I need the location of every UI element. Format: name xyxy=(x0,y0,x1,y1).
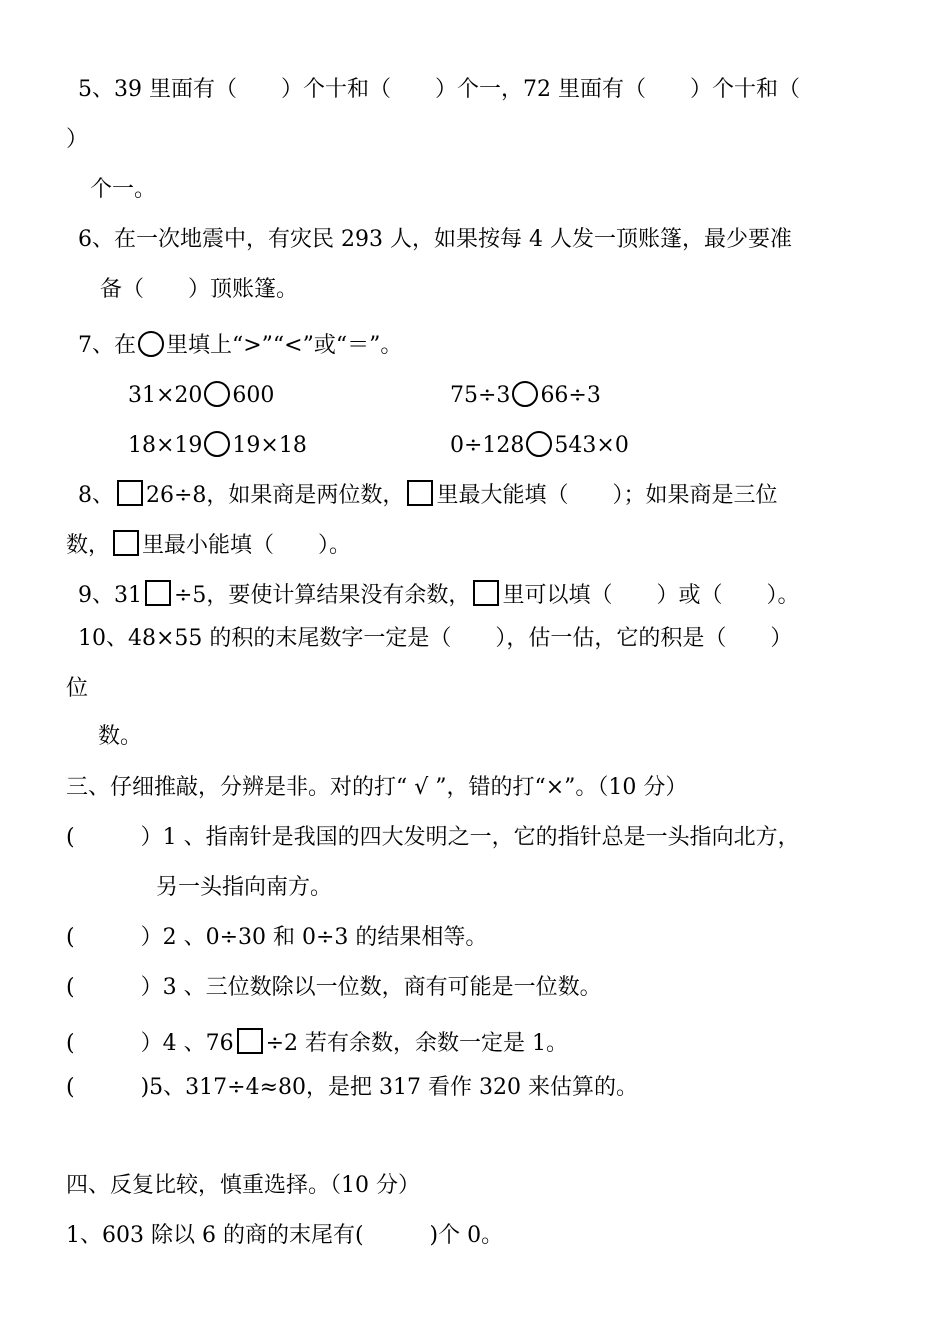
compare-left: 0÷128 xyxy=(450,433,525,458)
question-6-line-2: 备（ ）顶账篷。 xyxy=(100,277,299,302)
q8-text-2: 里最大能填（ ）；如果商是三位 xyxy=(436,483,778,508)
compare-right: 600 xyxy=(232,383,275,408)
compare-left: 75÷3 xyxy=(450,383,511,408)
question-8-line-1 xyxy=(78,480,777,511)
question-7-prompt xyxy=(78,331,402,361)
compare-left: 31×20 xyxy=(128,383,203,408)
compare-left: 18×19 xyxy=(128,433,203,458)
q9-text-2: 里可以填（ ）或（ ）。 xyxy=(502,583,800,608)
square-blank-icon xyxy=(407,480,433,506)
q9-prefix: 9、31 xyxy=(78,583,142,608)
judge-item-1-line-2: 另一头指向南方。 xyxy=(156,875,333,900)
circle-blank-icon xyxy=(204,431,230,457)
q8-prefix: 8、 xyxy=(78,483,114,508)
compare-item-2 xyxy=(450,381,601,411)
compare-item-3 xyxy=(128,431,307,461)
q9-text-1: ÷5，要使计算结果没有余数， xyxy=(174,583,471,608)
question-10-line-2: 位 xyxy=(66,676,89,701)
circle-blank-icon xyxy=(138,331,164,357)
circle-blank-icon xyxy=(526,431,552,457)
compare-item-1 xyxy=(128,381,274,411)
judge-item-4 xyxy=(66,1028,568,1059)
square-blank-icon xyxy=(145,580,171,606)
judge-4-prefix: ( ）4 、76 xyxy=(66,1031,234,1056)
compare-item-4 xyxy=(450,431,629,461)
square-blank-icon xyxy=(113,530,139,556)
compare-right: 66÷3 xyxy=(540,383,601,408)
question-6-line-1: 6、在一次地震中，有灾民 293 人，如果按每 4 人发一顶账篷，最少要准 xyxy=(78,227,792,252)
q8-text-3: 数， xyxy=(66,533,111,558)
judge-item-2: ( ）2 、0÷30 和 0÷3 的结果相等。 xyxy=(66,925,488,950)
judge-4-suffix: ÷2 若有余数，余数一定是 1。 xyxy=(265,1031,568,1056)
circle-blank-icon xyxy=(512,381,538,407)
judge-item-1-line-1: ( ）1 、指南针是我国的四大发明之一，它的指针总是一头指向北方， xyxy=(66,825,800,850)
q7-prefix: 7、在 xyxy=(78,333,136,358)
judge-item-3: ( ）3 、三位数除以一位数，商有可能是一位数。 xyxy=(66,975,602,1000)
question-5-line-1: 5、39 里面有（ ）个十和（ ）个一，72 里面有（ ）个十和（ xyxy=(78,77,800,102)
judge-item-5: ( )5、317÷4≈80，是把 317 看作 320 来估算的。 xyxy=(66,1075,638,1100)
q8-text-4: 里最小能填（ ）。 xyxy=(142,533,352,558)
question-10-line-1: 10、48×55 的积的末尾数字一定是（ ），估一估，它的积是（ ） xyxy=(78,626,793,651)
circle-blank-icon xyxy=(204,381,230,407)
question-10-line-3: 数。 xyxy=(98,724,143,749)
q8-text-1: 26÷8，如果商是两位数， xyxy=(146,483,405,508)
q7-suffix: 里填上“>”“<”或“＝”。 xyxy=(166,333,403,358)
question-8-line-2 xyxy=(66,530,351,561)
compare-right: 19×18 xyxy=(232,433,307,458)
question-5-line-3: 个一。 xyxy=(90,177,157,202)
square-blank-icon xyxy=(117,480,143,506)
question-9 xyxy=(78,580,799,611)
section-4-title: 四、反复比较，慎重选择。（10 分） xyxy=(66,1173,420,1198)
square-blank-icon xyxy=(237,1028,263,1054)
section-3-title: 三、仔细推敲，分辨是非。对的打“ √ ”，错的打“×”。（10 分） xyxy=(66,775,688,800)
square-blank-icon xyxy=(473,580,499,606)
choice-item-1: 1、603 除以 6 的商的末尾有( )个 0。 xyxy=(66,1223,504,1248)
question-5-line-2: ） xyxy=(66,127,89,152)
compare-right: 543×0 xyxy=(554,433,629,458)
